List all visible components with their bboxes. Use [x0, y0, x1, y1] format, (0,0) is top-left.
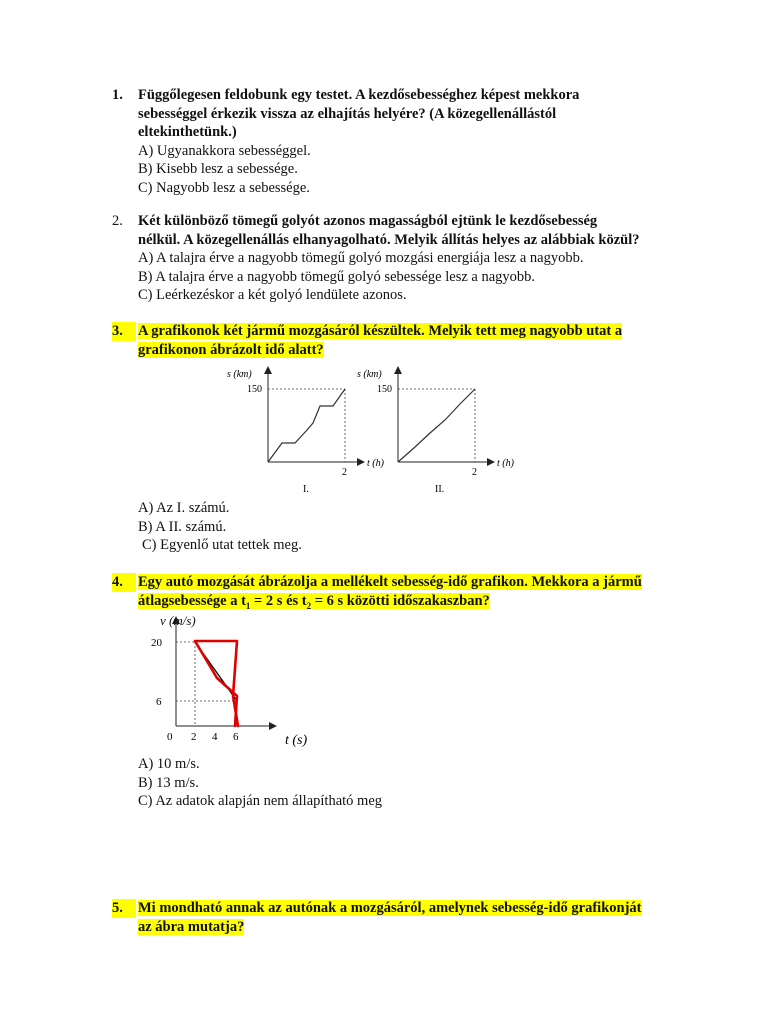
red-annotation	[195, 641, 238, 726]
question-number: 3.	[112, 322, 136, 341]
question-3-options	[112, 499, 692, 555]
question-text-line: eltekinthetünk.)	[138, 124, 237, 140]
answer-option-a: A) Az I. számú.	[138, 500, 230, 516]
velocity-time-graph	[145, 610, 345, 750]
answer-option-a: A) A talajra érve a nagyobb tömegű golyó mozgási energiája lesz a nagyobb.	[138, 250, 584, 266]
answer-option-b: B) A talajra érve a nagyobb tömegű golyó sebessége lesz a nagyobb.	[138, 268, 536, 285]
answer-option-c: C) Egyenlő utat tettek meg.	[142, 537, 302, 553]
graph-2	[355, 362, 495, 498]
question-3	[112, 322, 712, 359]
question-text-line: Két különböző tömegű golyót azonos magasságból ejtünk le kezdősebesség	[138, 213, 598, 229]
y-axis-label: s (km)	[227, 369, 252, 380]
question-text-line: A grafikonok két jármű mozgásáról készültek. Melyik tett meg nagyobb utat a	[138, 323, 623, 339]
question-5	[112, 899, 712, 936]
question-text-line: átlagsebessége a $t_1 = 2$ s és $t_2 = 6$ s közötti időszakaszban?	[138, 592, 490, 611]
question-4	[112, 573, 712, 615]
question-text-line: sebességgel érkezik vissza az elhajítás helyére? (A közegellenállástól	[138, 105, 557, 122]
x-axis-label: t (s)	[285, 733, 308, 748]
question-4-options	[112, 755, 692, 811]
answer-option-b: B) Kisebb lesz a sebessége.	[138, 161, 298, 177]
question-number: 5.	[112, 899, 136, 918]
velocity-axis-label: v (m/s)	[160, 613, 196, 628]
x-tick-0: 0	[167, 731, 173, 743]
y-tick-label: 150	[247, 384, 262, 395]
question-1	[112, 86, 692, 197]
x-axis-label: t (h)	[367, 458, 384, 469]
question-text-line: Függőlegesen feldobunk egy testet. A kezdősebességhez képest mekkora	[138, 87, 580, 103]
y-tick-20: 20	[151, 637, 162, 649]
distance-time-line	[268, 389, 345, 462]
graph-caption: II.	[435, 484, 445, 495]
y-tick-label: 150	[377, 384, 392, 395]
answer-option-b: B) 13 m/s.	[138, 774, 199, 791]
x-axis-label: t (h)	[497, 458, 514, 469]
x-tick-label: 2	[342, 467, 347, 478]
question-text-line: Egy autó mozgását ábrázolja a mellékelt sebesség-idő grafikon. Mekkora a jármű	[138, 574, 642, 590]
x-tick-6: 6	[233, 731, 239, 743]
answer-option-b: B) A II. számú.	[138, 518, 227, 535]
y-axis-label: s (km)	[357, 369, 382, 380]
question-2	[112, 212, 712, 305]
y-tick-6: 6	[156, 696, 162, 708]
question-number: 1.	[112, 87, 123, 103]
distance-time-line	[398, 389, 475, 462]
graph-1	[225, 362, 365, 498]
answer-option-c: C) Az adatok alapján nem állapítható meg	[138, 793, 383, 809]
question-text-line: grafikonon ábrázolt idő alatt?	[138, 341, 324, 358]
question-number: 2.	[112, 213, 123, 229]
question-text-line: az ábra mutatja?	[138, 918, 245, 935]
graph-2-xlabel	[495, 452, 525, 472]
answer-option-c: C) Leérkezéskor a két golyó lendülete azonos.	[138, 287, 407, 303]
answer-option-a: A) 10 m/s.	[138, 756, 200, 772]
answer-option-a: A) Ugyanakkora sebességgel.	[138, 142, 311, 159]
question-text-line: Mi mondható annak az autónak a mozgásáról, amelynek sebesség-idő grafikonját	[138, 900, 642, 916]
question-number: 4.	[112, 573, 136, 592]
question-text-line: nélkül. A közegellenállás elhanyagolható. Melyik állítás helyes az alábbiak közül?	[138, 231, 640, 248]
x-tick-label: 2	[472, 467, 477, 478]
x-tick-2: 2	[191, 731, 197, 743]
x-tick-4: 4	[212, 731, 218, 743]
answer-option-c: C) Nagyobb lesz a sebessége.	[138, 179, 310, 196]
graph-caption: I.	[303, 484, 309, 495]
